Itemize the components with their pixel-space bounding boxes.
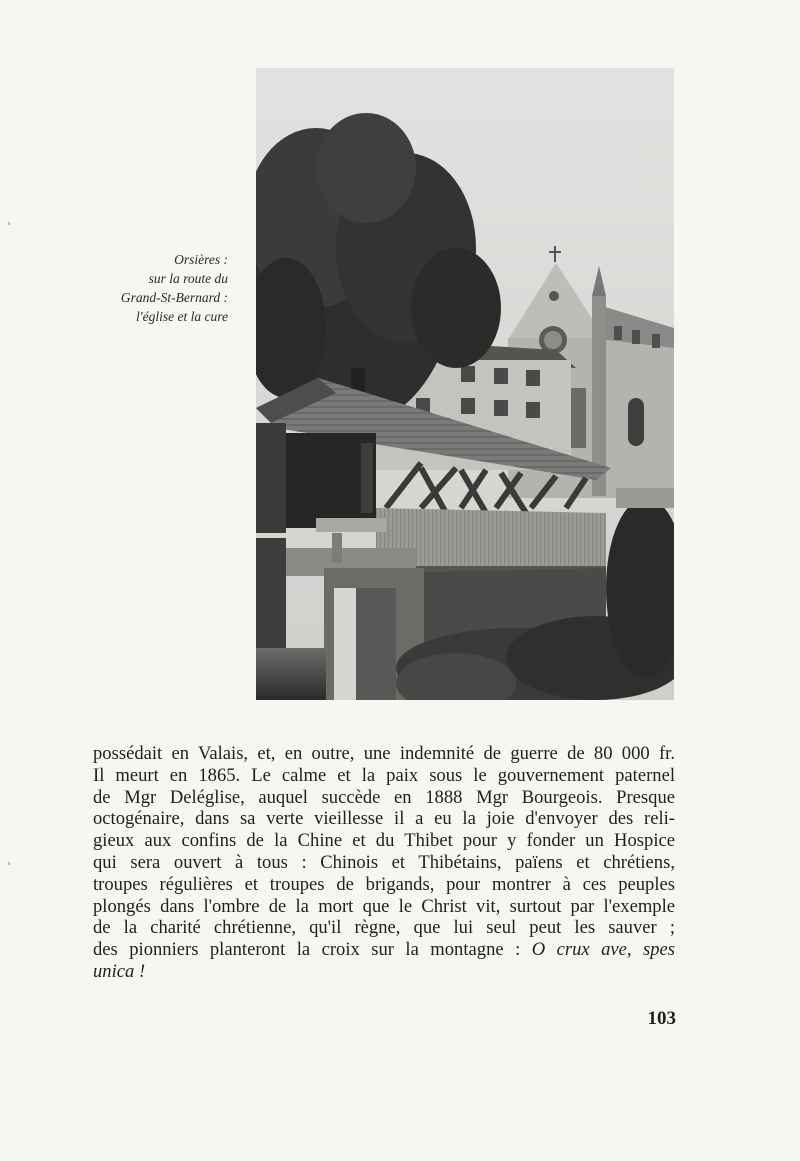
latin-quote: O crux ave, spes xyxy=(531,939,675,961)
body-line-8: plongés dans l'ombre de la mort que le Christ vit, surtout par l'exemple xyxy=(93,895,675,917)
latin-quote-end: unica ! xyxy=(93,960,146,982)
margin-mark xyxy=(8,222,10,225)
caption-line-2: sur la route du xyxy=(148,271,228,286)
bridge-church-photo xyxy=(256,68,674,700)
caption-line-4: l'église et la cure xyxy=(136,309,228,324)
body-line-5: gieux aux confins de la Chine et du Thibet pour y fonder un Hospice xyxy=(93,830,675,852)
body-line-3: de Mgr Deléglise, auquel succède en 1888 Mgr Bourgeois. Presque xyxy=(93,786,675,808)
body-line-10-text: des pionniers planteront la croix sur la montagne : xyxy=(93,939,532,961)
caption-line-3: Grand-St-Bernard : xyxy=(120,290,228,305)
photo-illustration xyxy=(256,68,674,700)
body-line-11 xyxy=(93,961,675,983)
page-number: 103 xyxy=(647,1008,676,1029)
body-line-7: troupes régulières et troupes de brigands, pour montrer à ces peuples xyxy=(93,873,675,895)
margin-mark xyxy=(8,862,10,865)
body-line-1: possédait en Valais, et, en outre, une indemnité de guerre de 80 000 fr. xyxy=(93,743,675,764)
body-line-10 xyxy=(93,939,675,961)
body-line-2: Il meurt en 1865. Le calme et la paix sous le gouvernement paternel xyxy=(93,764,675,786)
body-paragraph xyxy=(93,743,675,983)
caption-line-1: Orsières : xyxy=(174,252,228,267)
photo-caption xyxy=(96,250,228,326)
body-line-9: de la charité chrétienne, qu'il règne, que lui seul peut les sauver ; xyxy=(93,917,675,939)
body-line-4: octogénaire, dans sa verte vieillesse il a eu la joie d'envoyer des reli- xyxy=(93,808,675,830)
body-line-6: qui sera ouvert à tous : Chinois et Thibétains, païens et chrétiens, xyxy=(93,851,675,873)
